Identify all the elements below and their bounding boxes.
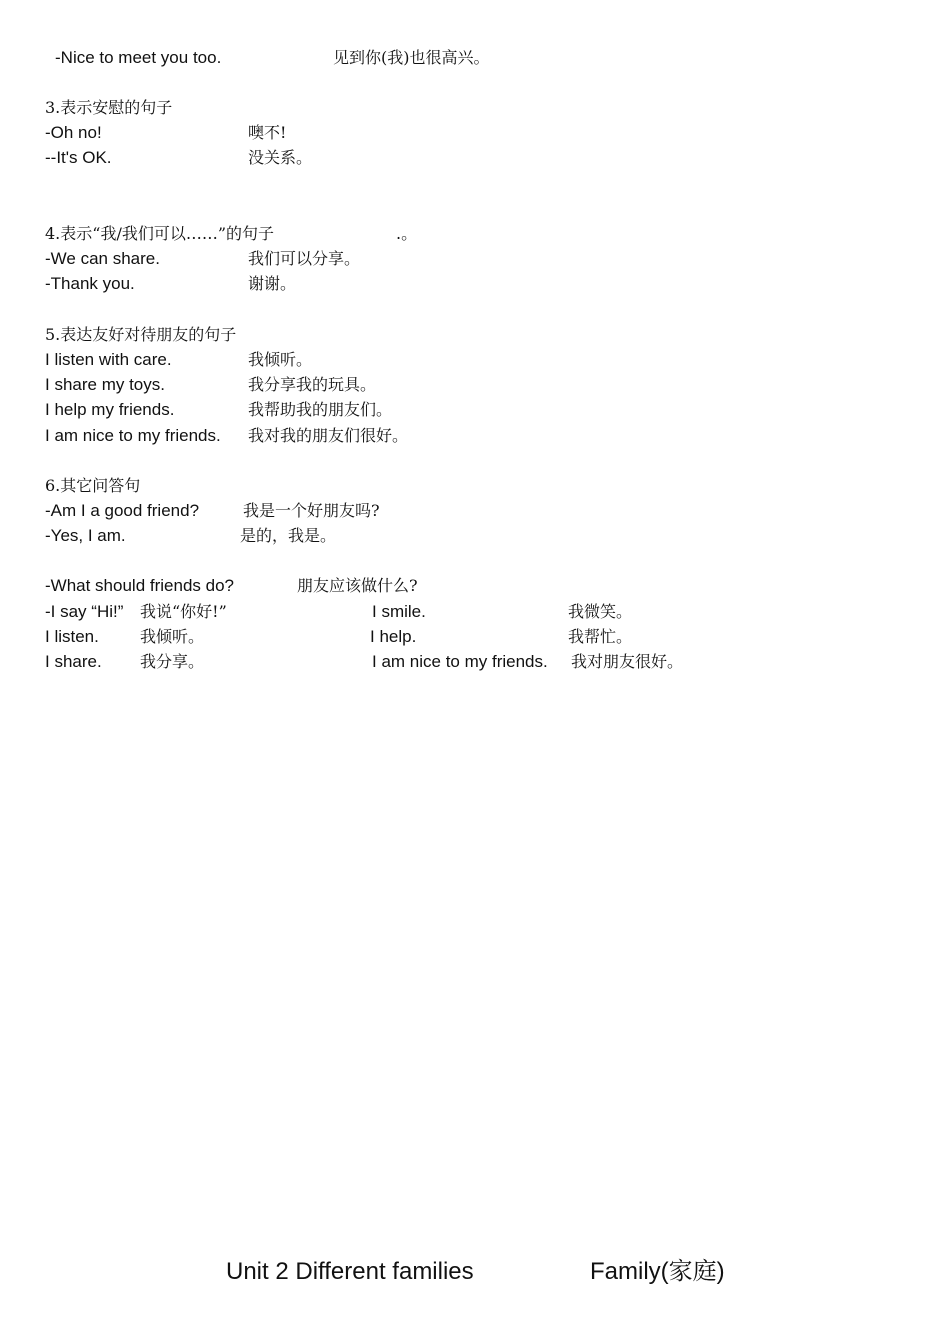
section6-line1-english: -Am I a good friend? [45,501,200,520]
family-label: Family(家庭) [590,1258,725,1285]
section4-heading: 4.表示“我/我们可以……”的句子 [45,224,275,243]
section5-line2-english: I share my toys. [45,375,165,394]
answer-right2-chinese: 我帮忙。 [568,627,633,646]
section3-line2-chinese: 没关系。 [248,148,313,167]
section5-line3-english: I help my friends. [45,400,175,419]
section5-line4-english: I am nice to my friends. [45,426,221,445]
section5-line4-chinese: 我对我的朋友们很好。 [248,426,409,445]
answer-left1-chinese: 我说“你好!” [140,602,227,621]
section5-line1-english: I listen with care. [45,350,172,369]
section3-line1-chinese: 噢不! [248,123,287,142]
intro-chinese: 见到你(我)也很高兴。 [333,48,490,67]
answer-left2-english: I listen. [45,627,99,646]
section5-heading: 5.表达友好对待朋友的句子 [45,325,237,344]
section6-question-english: -What should friends do? [45,576,234,595]
section6-line2-chinese: 是的，我是。 [240,526,337,545]
section5-line3-chinese: 我帮助我的朋友们。 [248,400,393,419]
answer-right2-english: I help. [370,627,417,646]
section3-heading: 3.表示安慰的句子 [45,98,173,117]
section4-heading-tail: .。 [396,224,418,243]
section6-line2-english: -Yes, I am. [45,526,126,545]
section3-line2-english: --It's OK. [45,148,112,167]
section6-question-chinese: 朋友应该做什么? [297,576,418,595]
answer-left3-english: I share. [45,652,102,671]
section5-line1-chinese: 我倾听。 [248,350,313,369]
answer-left1-english: -I say “Hi!” [45,602,124,621]
unit-title: Unit 2 Different families [226,1258,474,1285]
intro-english: -Nice to meet you too. [55,48,222,67]
section6-heading: 6.其它问答句 [45,476,141,495]
answer-right1-chinese: 我微笑。 [568,602,633,621]
section4-line1-chinese: 我们可以分享。 [248,249,361,268]
section3-line1-english: -Oh no! [45,123,102,142]
section5-line2-chinese: 我分享我的玩具。 [248,375,377,394]
answer-right1-english: I smile. [372,602,426,621]
section4-line2-chinese: 谢谢。 [248,274,297,293]
section4-line2-english: -Thank you. [45,274,135,293]
section4-line1-english: -We can share. [45,249,160,268]
answer-right3-english: I am nice to my friends. [372,652,548,671]
answer-right3-chinese: 我对朋友很好。 [571,652,684,671]
answer-left3-chinese: 我分享。 [140,652,205,671]
section6-line1-chinese: 我是一个好朋友吗? [243,501,380,520]
answer-left2-chinese: 我倾听。 [140,627,205,646]
